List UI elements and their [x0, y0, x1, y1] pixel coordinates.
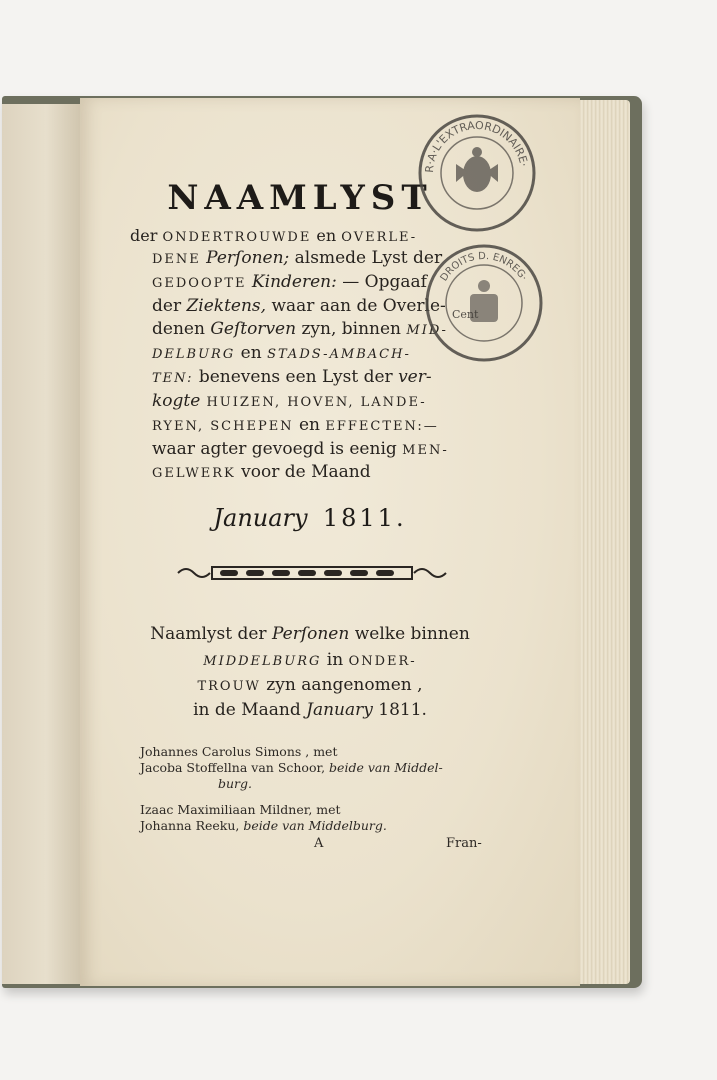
title-line-11: GELWERK voor de Maand: [152, 462, 371, 482]
subheading-line-2: MIDDELBURG in ONDER-: [203, 650, 417, 670]
entry-1-line-3: burg.: [218, 776, 253, 791]
title-line-10: waar agter gevoegd is eenig MEN-: [152, 439, 449, 459]
top-stamp-text: R·A·L'EXTRAORDINAIRE·: [422, 118, 531, 174]
page-title: NAAMLYST: [167, 178, 433, 218]
eagle-emblem-icon: [456, 147, 498, 192]
entry-2-line-2: Johanna Reeku, beide van Middelburg.: [140, 818, 387, 833]
entry-1-line-1: Johannes Carolus Simons , met: [140, 744, 338, 759]
title-line-2: DENE Perſonen; alsmede Lyst der: [152, 248, 443, 268]
title-line-8: kogte HUIZEN, HOVEN, LANDE-: [152, 391, 427, 411]
left-page: [2, 104, 83, 984]
title-line-6: DELBURG en STADS-AMBACH-: [152, 343, 411, 363]
entry-2-line-1: Izaac Maximiliaan Mildner, met: [140, 802, 341, 817]
ornament-divider: [176, 563, 448, 583]
bottom-stamp-label: Cent: [452, 308, 479, 321]
bottom-stamp: [422, 242, 546, 364]
signature-mark: A: [314, 836, 324, 851]
title-line-7: TEN: benevens een Lyst der ver-: [152, 367, 432, 387]
subheading-line-1: Naamlyst der Perſonen welke binnen: [150, 624, 470, 644]
top-stamp: [416, 112, 538, 234]
title-line-1: der ONDERTROUWDE en OVERLE-: [130, 226, 418, 245]
bottom-stamp-text: DROITS D. ENREG·: [438, 250, 530, 284]
issue-date: January 1811.: [213, 504, 407, 532]
title-line-9: RYEN, SCHEPEN en EFFECTEN:—: [152, 415, 439, 435]
title-line-4: der Ziektens, waar aan de Overle-: [152, 296, 446, 316]
title-line-3: GEDOOPTE Kinderen: — Opgaaf: [152, 272, 427, 292]
entry-1-line-2: Jacoba Stoffellna van Schoor, beide van Middel-: [140, 760, 443, 775]
title-line-5: denen Geſtorven zyn, binnen MID-: [152, 319, 448, 339]
subheading-line-3: TROUW zyn aangenomen ,: [197, 675, 423, 695]
subheading-line-4: in de Maand January 1811.: [193, 700, 427, 720]
catchword: Fran-: [446, 836, 482, 851]
